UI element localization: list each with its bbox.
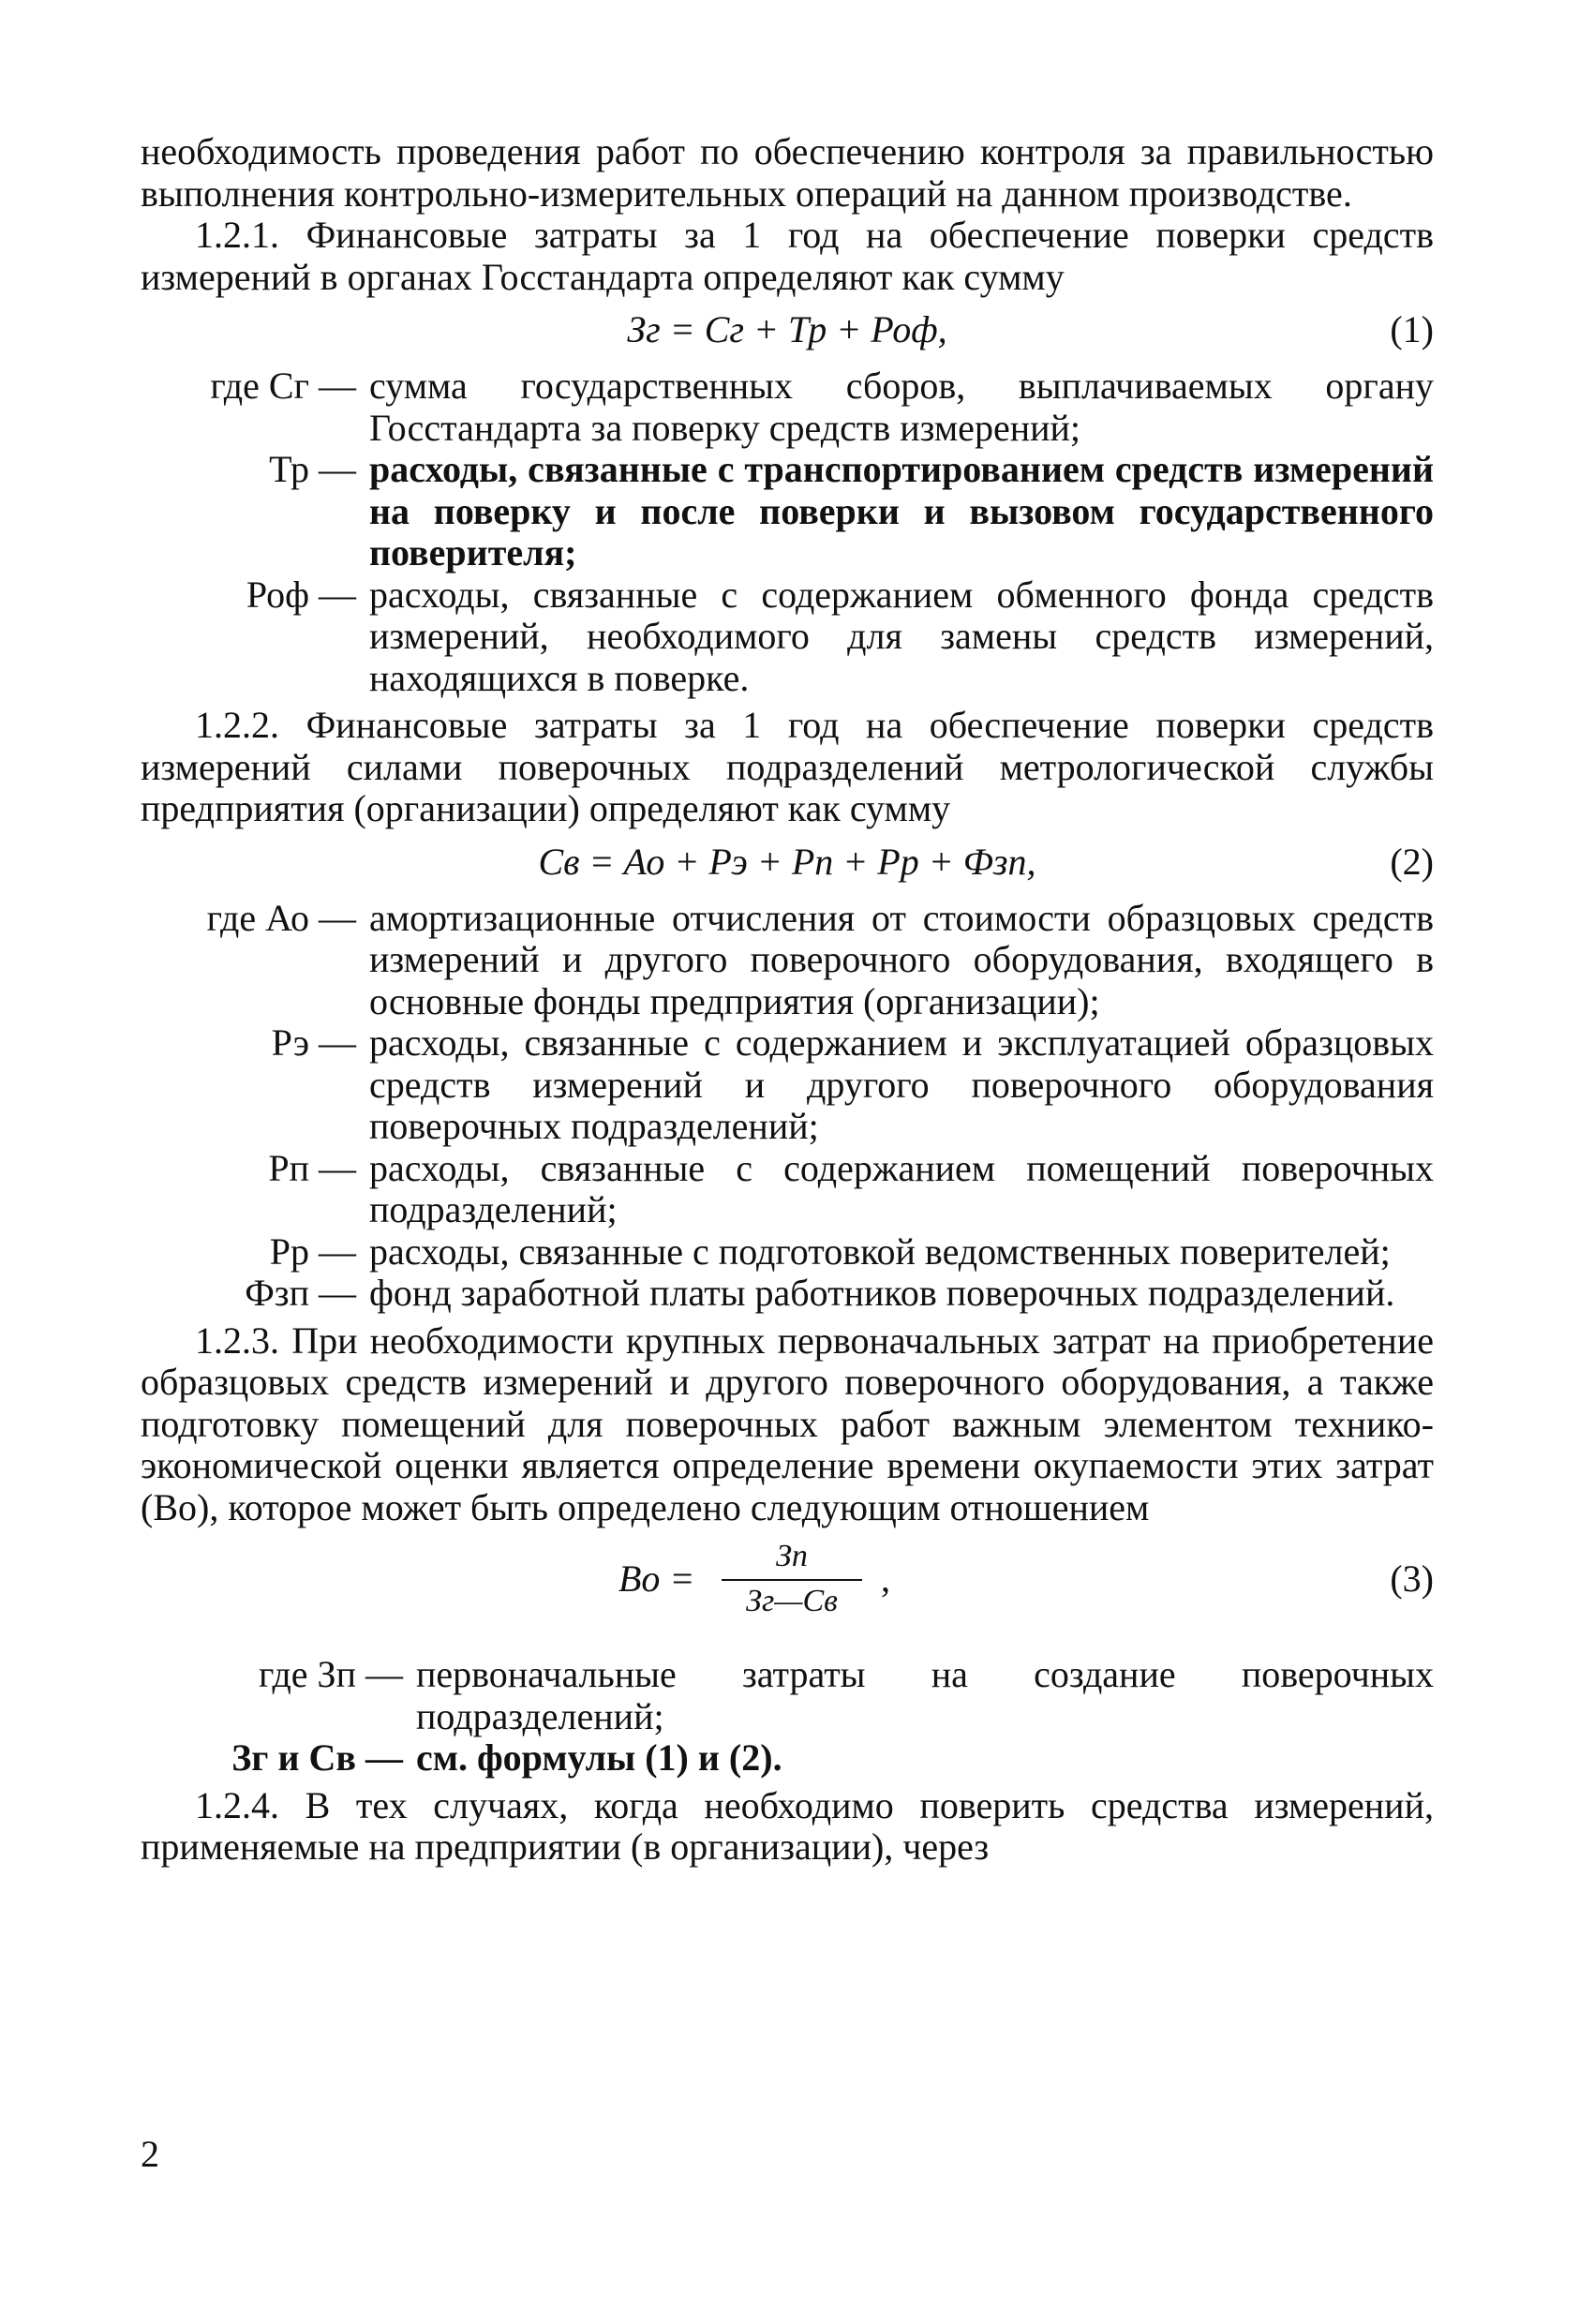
definition-text: расходы, связанные с транспортированием средств измерений на поверку и после поверки и вызовом государственного поверителя;: [369, 448, 1434, 574]
formula-1-definitions: [141, 365, 1434, 699]
definition-text: первоначальные затраты на создание поверочных подразделений;: [416, 1653, 1434, 1737]
definition-item: [141, 574, 1434, 700]
formula-1-number: (1): [1390, 308, 1434, 350]
definition-symbol: Зг и Св —: [231, 1736, 403, 1779]
formula-2-expression: Св = Ао + Рэ + Рп + Рр + Фзп,: [538, 840, 1036, 883]
definition-item: [141, 898, 1434, 1023]
definition-item: [141, 1148, 1434, 1231]
definition-symbol: Рр —: [269, 1229, 356, 1273]
formula-2-number: (2): [1390, 840, 1434, 883]
formula-3-definitions: [141, 1654, 1434, 1780]
definition-symbol: Рэ —: [271, 1021, 356, 1064]
formula-2: [141, 842, 1434, 888]
formula-3-fraction: [722, 1538, 862, 1622]
definition-symbol: Роф —: [246, 573, 356, 616]
formula-3-lhs: Во =: [618, 1557, 695, 1600]
formula-1-expression: Зг = Сг + Тр + Роф,: [627, 308, 947, 350]
definition-item: [141, 365, 1434, 449]
definition-symbol: где Ао —: [206, 896, 356, 939]
definition-item: [141, 1231, 1434, 1274]
definition-symbol: Фзп —: [245, 1272, 356, 1314]
definition-item: [141, 449, 1434, 574]
definition-item: [141, 1737, 1434, 1780]
definition-text: расходы, связанные с содержанием и эксплуатацией образцовых средств измерений и другого поверочного оборудования поверочных подразделений;: [369, 1021, 1434, 1147]
formula-1: [141, 309, 1434, 356]
definition-text: см. формулы (1) и (2).: [416, 1736, 782, 1779]
formula-3-numerator: Зп: [722, 1538, 862, 1581]
definition-text: амортизационные отчисления от стоимости образцовых средств измерений и другого поверочного оборудования, входящего в основные фонды предприятия (организации);: [369, 896, 1434, 1022]
definition-symbol: Рп —: [268, 1146, 356, 1189]
intro-paragraph: необходимость проведения работ по обеспечению контроля за правильностью выполнения контрольно-измерительных операций на данном производстве.: [141, 130, 1434, 215]
section-1-2-4-text: 1.2.4. В тех случаях, когда необходимо поверить средства измерений, применяемые на предприятии (в организации), через: [141, 1783, 1434, 1868]
definition-symbol: где Сг —: [210, 365, 356, 407]
definition-text: сумма государственных сборов, выплачиваемых органу Госстандарта за поверку средств измерений;: [369, 365, 1434, 449]
definition-item: [141, 1273, 1434, 1315]
section-1-2-3-text: 1.2.3. При необходимости крупных первоначальных затрат на приобретение образцовых средств измерений и другого поверочного оборудования, а также подготовку помещений для поверочных работ важным элементом технико-экономической оценки является определение времени окупаемости этих затрат (Во), которое может быть определено следующим отношением: [141, 1318, 1434, 1528]
formula-3-comma: ,: [881, 1557, 890, 1600]
definition-item: [141, 1022, 1434, 1148]
formula-3-number: (3): [1390, 1557, 1434, 1600]
section-1-2-2-text: 1.2.2. Финансовые затраты за 1 год на обеспечение поверки средств измерений силами поверочных подразделений метрологической службы предприятия (организации) определяют как сумму: [141, 704, 1434, 829]
document-page: [141, 131, 1434, 1869]
definition-text: расходы, связанные с содержанием помещений поверочных подразделений;: [369, 1146, 1434, 1230]
formula-2-definitions: [141, 898, 1434, 1315]
definition-symbol: где Зп —: [259, 1653, 403, 1695]
definition-text: расходы, связанные с содержанием обменного фонда средств измерений, необходимого для замены средств измерений, находящихся в поверке.: [369, 573, 1434, 699]
formula-3: [141, 1538, 1434, 1641]
definition-item: [141, 1654, 1434, 1737]
section-1-2-1-text: 1.2.1. Финансовые затраты за 1 год на обеспечение поверки средств измерений в органах Госстандарта определяют как сумму: [141, 214, 1434, 298]
page-number: 2: [141, 2133, 159, 2175]
definition-text: фонд заработной платы работников поверочных подразделений.: [369, 1272, 1395, 1314]
definition-symbol: Тр —: [269, 448, 356, 490]
formula-3-denominator: Зг—Св: [746, 1584, 838, 1618]
definition-text: расходы, связанные с подготовкой ведомственных поверителей;: [369, 1229, 1391, 1273]
